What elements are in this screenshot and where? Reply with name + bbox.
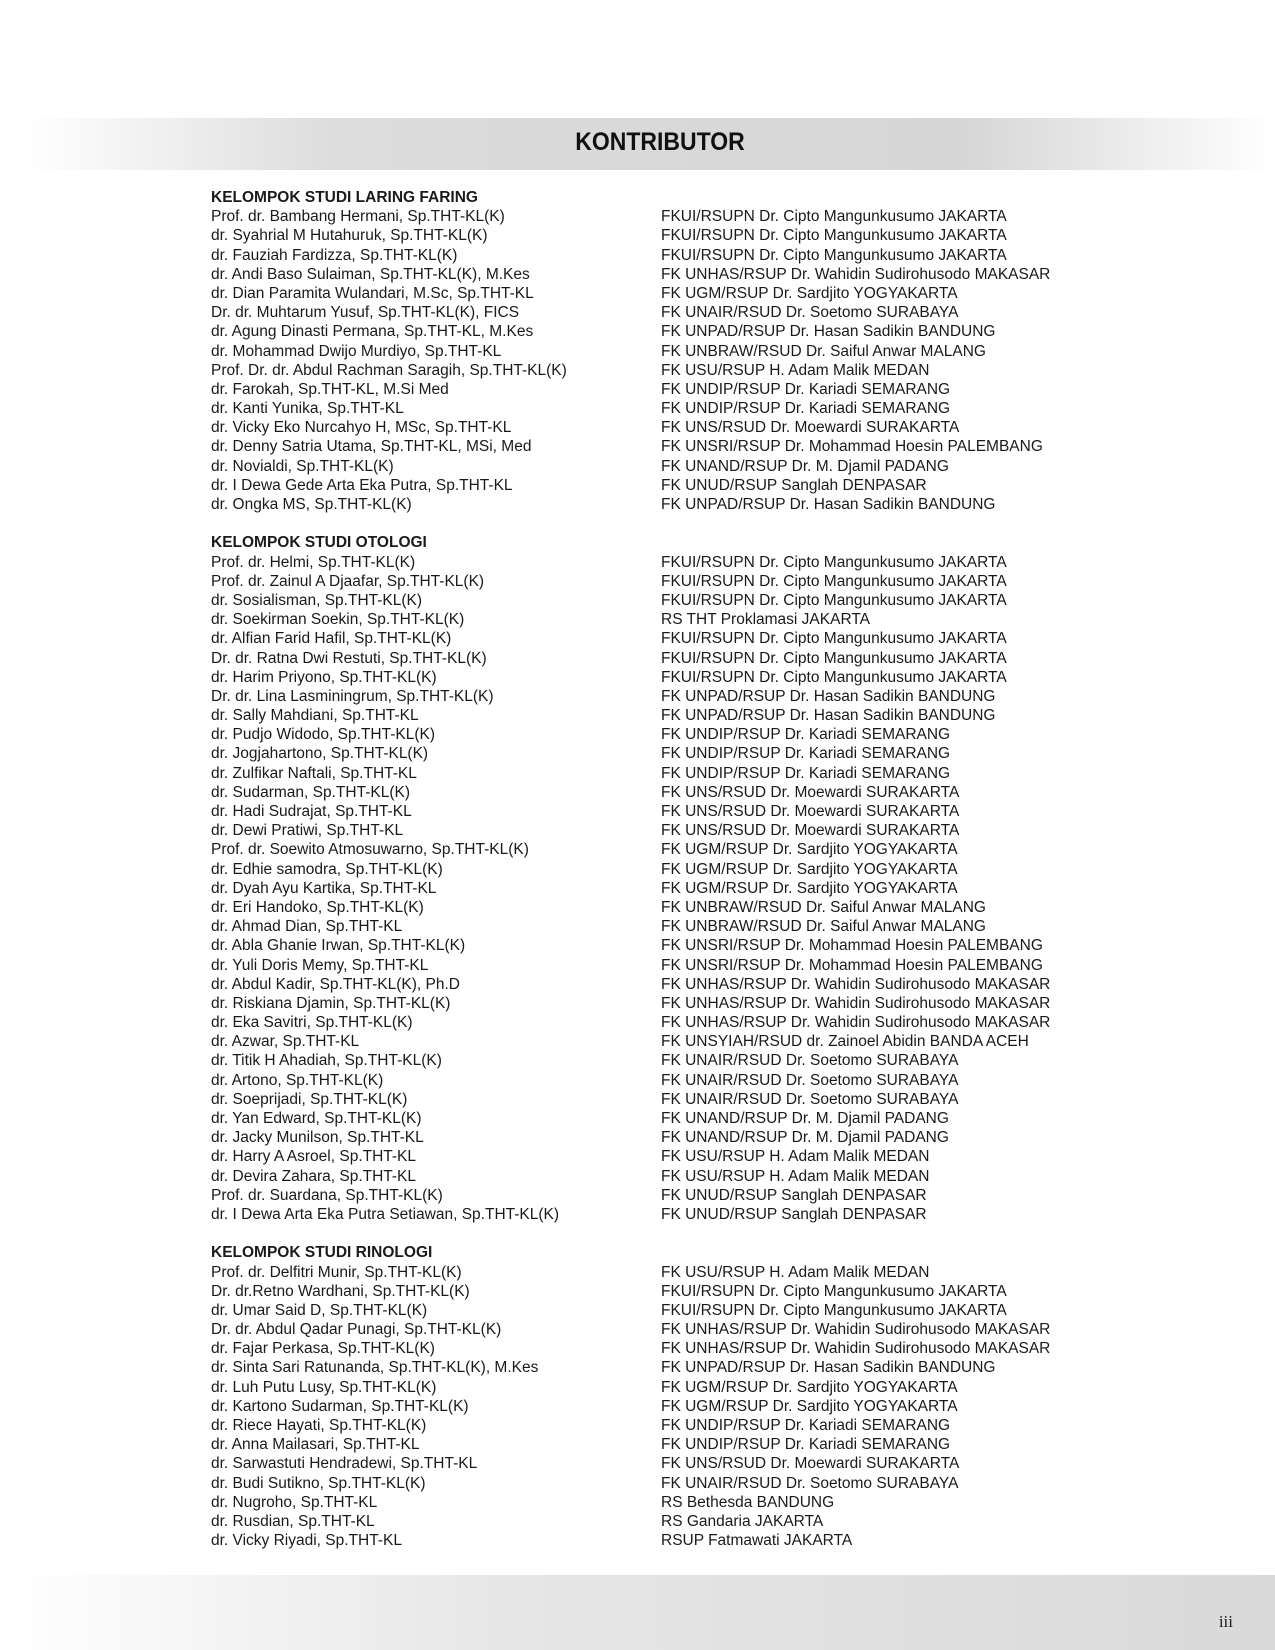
contributor-name: Prof. dr. Delfitri Munir, Sp.THT-KL(K) (211, 1263, 462, 1281)
contributor-row (211, 917, 1111, 936)
contributor-name: dr. Riece Hayati, Sp.THT-KL(K) (211, 1417, 427, 1434)
contributor-institution: FK USU/RSUP H. Adam Malik MEDAN (661, 1167, 930, 1185)
contributor-name: Prof. dr. Bambang Hermani, Sp.THT-KL(K) (211, 208, 505, 226)
contributor-name: Dr. dr. Lina Lasminingrum, Sp.THT-KL(K) (211, 687, 494, 705)
contributor-list (211, 188, 1111, 1570)
contributor-name: Prof. dr. Suardana, Sp.THT-KL(K) (211, 1186, 443, 1204)
contributor-name: dr. Jacky Munilson, Sp.THT-KL (211, 1129, 424, 1147)
contributor-name: dr. Nugroho, Sp.THT-KL (211, 1493, 378, 1511)
contributor-row (211, 783, 1111, 802)
contributor-row (211, 898, 1111, 917)
contributor-institution: RS Gandaria JAKARTA (661, 1512, 824, 1530)
contributor-institution: FK UNAND/RSUP Dr. M. Djamil PADANG (661, 457, 949, 475)
contributor-institution: FKUI/RSUPN Dr. Cipto Mangunkusumo JAKARTA (661, 630, 1007, 648)
contributor-name: dr. Harim Priyono, Sp.THT-KL(K) (211, 668, 437, 686)
contributor-row (211, 303, 1111, 322)
contributor-row (211, 246, 1111, 265)
contributor-institution: FK UNAND/RSUP Dr. M. Djamil PADANG (661, 1129, 949, 1147)
contributor-institution: FK UNSRI/RSUP Dr. Mohammad Hoesin PALEMBANG (661, 956, 1043, 974)
contributor-row (211, 1493, 1111, 1512)
contributor-row (211, 457, 1111, 476)
contributor-institution: FK UNAND/RSUP Dr. M. Djamil PADANG (661, 1110, 949, 1127)
contributor-row (211, 1339, 1111, 1358)
contributor-name: dr. Alfian Farid Hafil, Sp.THT-KL(K) (211, 630, 452, 648)
contributor-name: dr. Artono, Sp.THT-KL(K) (211, 1071, 384, 1089)
contributor-institution: FK UNDIP/RSUP Dr. Kariadi SEMARANG (661, 400, 951, 418)
contributor-name: dr. I Dewa Arta Eka Putra Setiawan, Sp.THT-KL(K) (211, 1205, 560, 1223)
contributor-institution: FK UNSRI/RSUP Dr. Mohammad Hoesin PALEMBANG (661, 937, 1043, 955)
contributor-institution: FK UNAIR/RSUD Dr. Soetomo SURABAYA (661, 1090, 959, 1108)
contributor-institution: FKUI/RSUPN Dr. Cipto Mangunkusumo JAKARTA (661, 591, 1007, 609)
contributor-name: Prof. dr. Zainul A Djaafar, Sp.THT-KL(K) (211, 572, 485, 590)
contributor-row (211, 437, 1111, 456)
contributor-institution: FKUI/RSUPN Dr. Cipto Mangunkusumo JAKARTA (661, 227, 1007, 245)
contributor-institution: FK UNHAS/RSUP Dr. Wahidin Sudirohusodo MAKASAR (661, 1321, 1051, 1339)
contributor-row (211, 1051, 1111, 1070)
contributor-name: dr. Harry A Asroel, Sp.THT-KL (211, 1148, 417, 1166)
contributor-group (211, 533, 1111, 1224)
contributor-group (211, 1243, 1111, 1550)
contributor-row (211, 649, 1111, 668)
contributor-row (211, 629, 1111, 648)
contributor-row (211, 591, 1111, 610)
contributor-row (211, 476, 1111, 495)
contributor-row (211, 380, 1111, 399)
contributor-row (211, 725, 1111, 744)
contributor-institution: FK UNDIP/RSUP Dr. Kariadi SEMARANG (661, 745, 951, 763)
contributor-name: dr. Ongka MS, Sp.THT-KL(K) (211, 496, 412, 513)
contributor-row (211, 207, 1111, 226)
contributor-row (211, 284, 1111, 303)
contributor-row (211, 994, 1111, 1013)
contributor-institution: FK UNDIP/RSUP Dr. Kariadi SEMARANG (661, 726, 951, 744)
contributor-name: dr. Sudarman, Sp.THT-KL(K) (211, 783, 410, 801)
contributor-row (211, 840, 1111, 859)
contributor-institution: RSUP Fatmawati JAKARTA (661, 1532, 853, 1550)
contributor-institution: FK UGM/RSUP Dr. Sardjito YOGYAKARTA (661, 284, 958, 302)
contributor-institution: FK UNBRAW/RSUD Dr. Saiful Anwar MALANG (661, 918, 986, 936)
contributor-institution: FK UNUD/RSUP Sanglah DENPASAR (661, 1205, 927, 1223)
contributor-institution: FK UNS/RSUD Dr. Moewardi SURAKARTA (661, 419, 960, 437)
contributor-name: dr. Soekirman Soekin, Sp.THT-KL(K) (211, 611, 465, 629)
contributor-row (211, 322, 1111, 341)
contributor-row (211, 1320, 1111, 1339)
contributor-row (211, 1378, 1111, 1397)
contributor-name: dr. I Dewa Gede Arta Eka Putra, Sp.THT-KL (211, 476, 513, 494)
contributor-institution: FK USU/RSUP H. Adam Malik MEDAN (661, 1263, 930, 1281)
contributor-institution: FK UNPAD/RSUP Dr. Hasan Sadikin BANDUNG (661, 323, 996, 341)
contributor-institution: FK USU/RSUP H. Adam Malik MEDAN (661, 361, 930, 379)
contributor-name: dr. Sarwastuti Hendradewi, Sp.THT-KL (211, 1455, 478, 1473)
contributor-row (211, 553, 1111, 572)
contributor-institution: FK UNUD/RSUP Sanglah DENPASAR (661, 476, 927, 494)
contributor-row (211, 956, 1111, 975)
contributor-row (211, 418, 1111, 437)
contributor-row (211, 1358, 1111, 1377)
contributor-row (211, 706, 1111, 725)
contributor-institution: FK UNHAS/RSUP Dr. Wahidin Sudirohusodo MAKASAR (661, 1340, 1051, 1358)
contributor-name: dr. Rusdian, Sp.THT-KL (211, 1512, 375, 1530)
contributor-row (211, 1301, 1111, 1320)
contributor-row (211, 1512, 1111, 1531)
contributor-institution: RS THT Proklamasi JAKARTA (661, 611, 871, 629)
contributor-name: Prof. Dr. dr. Abdul Rachman Saragih, Sp.THT-KL(K) (211, 361, 567, 379)
contributor-name: Dr. dr.Retno Wardhani, Sp.THT-KL(K) (211, 1282, 470, 1300)
contributor-row (211, 1128, 1111, 1147)
contributor-institution: FK UNS/RSUD Dr. Moewardi SURAKARTA (661, 803, 960, 820)
contributor-row (211, 399, 1111, 418)
contributor-name: dr. Umar Said D, Sp.THT-KL(K) (211, 1301, 428, 1319)
contributor-name: dr. Novialdi, Sp.THT-KL(K) (211, 457, 394, 475)
contributor-institution: FK UNS/RSUD Dr. Moewardi SURAKARTA (661, 822, 960, 840)
contributor-row (211, 1090, 1111, 1109)
contributor-institution: FK USU/RSUP H. Adam Malik MEDAN (661, 1148, 930, 1166)
contributor-row (211, 1263, 1111, 1282)
contributor-name: dr. Titik H Ahadiah, Sp.THT-KL(K) (211, 1052, 442, 1070)
contributor-name: Prof. dr. Soewito Atmosuwarno, Sp.THT-KL(K) (211, 841, 529, 859)
contributor-name: dr. Sinta Sari Ratunanda, Sp.THT-KL(K), M.Kes (211, 1359, 539, 1377)
contributor-name: dr. Mohammad Dwijo Murdiyo, Sp.THT-KL (211, 342, 502, 360)
contributor-name: dr. Dyah Ayu Kartika, Sp.THT-KL (211, 879, 437, 897)
contributor-row (211, 1397, 1111, 1416)
contributor-row (211, 1454, 1111, 1473)
contributor-row (211, 1147, 1111, 1166)
contributor-institution: FKUI/RSUPN Dr. Cipto Mangunkusumo JAKARTA (661, 553, 1007, 571)
contributor-institution: FK UNAIR/RSUD Dr. Soetomo SURABAYA (661, 1071, 959, 1089)
contributor-institution: FK UGM/RSUP Dr. Sardjito YOGYAKARTA (661, 879, 958, 897)
contributor-row (211, 1205, 1111, 1224)
contributor-row (211, 1282, 1111, 1301)
group-heading: KELOMPOK STUDI OTOLOGI (211, 534, 427, 552)
contributor-name: dr. Agung Dinasti Permana, Sp.THT-KL, M.Kes (211, 323, 534, 341)
contributor-institution: FKUI/RSUPN Dr. Cipto Mangunkusumo JAKARTA (661, 572, 1007, 590)
contributor-name: dr. Dian Paramita Wulandari, M.Sc, Sp.THT-KL (211, 284, 534, 302)
contributor-institution: FK UGM/RSUP Dr. Sardjito YOGYAKARTA (661, 841, 958, 859)
contributor-institution: FK UNHAS/RSUP Dr. Wahidin Sudirohusodo MAKASAR (661, 1014, 1051, 1032)
contributor-row (211, 361, 1111, 380)
contributor-name: dr. Kanti Yunika, Sp.THT-KL (211, 400, 404, 418)
contributor-institution: FK UNDIP/RSUP Dr. Kariadi SEMARANG (661, 380, 951, 398)
contributor-name: dr. Denny Satria Utama, Sp.THT-KL, MSi, Med (211, 438, 532, 456)
contributor-name: dr. Fauziah Fardizza, Sp.THT-KL(K) (211, 246, 458, 264)
contributor-row (211, 610, 1111, 629)
contributor-name: dr. Eka Savitri, Sp.THT-KL(K) (211, 1014, 413, 1032)
contributor-institution: FK UNAIR/RSUD Dr. Soetomo SURABAYA (661, 1052, 959, 1070)
group-heading: KELOMPOK STUDI RINOLOGI (211, 1244, 433, 1262)
contributor-institution: RS Bethesda BANDUNG (661, 1493, 835, 1511)
contributor-row (211, 1186, 1111, 1205)
contributor-institution: FK UNS/RSUD Dr. Moewardi SURAKARTA (661, 783, 960, 801)
contributor-name: dr. Andi Baso Sulaiman, Sp.THT-KL(K), M.Kes (211, 265, 530, 283)
contributor-institution: FK UNBRAW/RSUD Dr. Saiful Anwar MALANG (661, 342, 986, 360)
contributor-row (211, 1474, 1111, 1493)
contributor-name: dr. Kartono Sudarman, Sp.THT-KL(K) (211, 1397, 469, 1415)
contributor-name: Dr. dr. Ratna Dwi Restuti, Sp.THT-KL(K) (211, 649, 487, 667)
contributor-name: dr. Riskiana Djamin, Sp.THT-KL(K) (211, 994, 451, 1012)
contributor-name: dr. Fajar Perkasa, Sp.THT-KL(K) (211, 1340, 435, 1358)
contributor-institution: FK UNSRI/RSUP Dr. Mohammad Hoesin PALEMBANG (661, 438, 1043, 456)
contributor-name: dr. Luh Putu Lusy, Sp.THT-KL(K) (211, 1378, 437, 1396)
contributor-name: dr. Azwar, Sp.THT-KL (211, 1033, 360, 1051)
contributor-row (211, 1013, 1111, 1032)
contributor-institution: FK UNDIP/RSUP Dr. Kariadi SEMARANG (661, 764, 951, 782)
contributor-row (211, 744, 1111, 763)
contributor-row (211, 342, 1111, 361)
contributor-name: dr. Jogjahartono, Sp.THT-KL(K) (211, 745, 429, 763)
contributor-row (211, 860, 1111, 879)
contributor-row (211, 975, 1111, 994)
contributor-institution: FK UNPAD/RSUP Dr. Hasan Sadikin BANDUNG (661, 496, 996, 513)
contributor-name: dr. Farokah, Sp.THT-KL, M.Si Med (211, 380, 449, 398)
contributor-row (211, 265, 1111, 284)
contributor-row (211, 226, 1111, 245)
page-number: iii (1218, 1612, 1233, 1631)
contributor-institution: FK UNHAS/RSUP Dr. Wahidin Sudirohusodo MAKASAR (661, 975, 1051, 993)
contributor-row (211, 1032, 1111, 1051)
contributor-name: Dr. dr. Abdul Qadar Punagi, Sp.THT-KL(K) (211, 1321, 502, 1339)
contributor-name: dr. Hadi Sudrajat, Sp.THT-KL (211, 803, 412, 820)
contributor-institution: FK UNBRAW/RSUD Dr. Saiful Anwar MALANG (661, 898, 986, 916)
contributor-institution: FK UGM/RSUP Dr. Sardjito YOGYAKARTA (661, 1397, 958, 1415)
contributor-institution: FK UNPAD/RSUP Dr. Hasan Sadikin BANDUNG (661, 687, 996, 705)
contributor-name: dr. Zulfikar Naftali, Sp.THT-KL (211, 764, 417, 782)
contributor-institution: FK UNAIR/RSUD Dr. Soetomo SURABAYA (661, 1474, 959, 1492)
contributor-institution: FK UGM/RSUP Dr. Sardjito YOGYAKARTA (661, 860, 958, 878)
contributor-group (211, 188, 1111, 514)
contributor-institution: FK UNDIP/RSUP Dr. Kariadi SEMARANG (661, 1436, 951, 1454)
contributor-institution: FK UNHAS/RSUP Dr. Wahidin Sudirohusodo MAKASAR (661, 994, 1051, 1012)
contributor-name: dr. Abdul Kadir, Sp.THT-KL(K), Ph.D (211, 975, 460, 993)
contributor-name: dr. Vicky Riyadi, Sp.THT-KL (211, 1532, 402, 1550)
contributor-name: Dr. dr. Muhtarum Yusuf, Sp.THT-KL(K), FICS (211, 304, 520, 322)
contributor-name: dr. Anna Mailasari, Sp.THT-KL (211, 1436, 420, 1454)
contributor-institution: FK UNSYIAH/RSUD dr. Zainoel Abidin BANDA ACEH (661, 1033, 1029, 1051)
contributor-row (211, 668, 1111, 687)
contributor-institution: FK UNUD/RSUP Sanglah DENPASAR (661, 1186, 927, 1204)
contributor-name: dr. Pudjo Widodo, Sp.THT-KL(K) (211, 726, 435, 744)
contributor-institution: FKUI/RSUPN Dr. Cipto Mangunkusumo JAKARTA (661, 208, 1007, 226)
group-heading: KELOMPOK STUDI LARING FARING (211, 189, 478, 206)
contributor-name: dr. Devira Zahara, Sp.THT-KL (211, 1167, 417, 1185)
contributor-name: Prof. dr. Helmi, Sp.THT-KL(K) (211, 553, 416, 571)
contributor-row (211, 572, 1111, 591)
contributor-institution: FKUI/RSUPN Dr. Cipto Mangunkusumo JAKARTA (661, 649, 1007, 667)
contributor-row (211, 802, 1111, 821)
contributor-name: dr. Abla Ghanie Irwan, Sp.THT-KL(K) (211, 937, 466, 955)
contributor-name: dr. Sosialisman, Sp.THT-KL(K) (211, 591, 423, 609)
contributor-institution: FK UNHAS/RSUP Dr. Wahidin Sudirohusodo MAKASAR (661, 265, 1051, 283)
contributor-institution: FK UNPAD/RSUP Dr. Hasan Sadikin BANDUNG (661, 707, 996, 725)
contributor-institution: FKUI/RSUPN Dr. Cipto Mangunkusumo JAKARTA (661, 668, 1007, 686)
contributor-name: dr. Soeprijadi, Sp.THT-KL(K) (211, 1090, 408, 1108)
contributor-row (211, 879, 1111, 898)
contributor-name: dr. Dewi Pratiwi, Sp.THT-KL (211, 822, 404, 840)
contributor-row (211, 1416, 1111, 1435)
contributor-institution: FK UNS/RSUD Dr. Moewardi SURAKARTA (661, 1455, 960, 1473)
contributor-name: dr. Eri Handoko, Sp.THT-KL(K) (211, 898, 424, 916)
page-title: KONTRIBUTOR (575, 128, 745, 156)
contributor-name: dr. Syahrial M Hutahuruk, Sp.THT-KL(K) (211, 227, 488, 245)
contributor-row (211, 1109, 1111, 1128)
contributor-institution: FK UNAIR/RSUD Dr. Soetomo SURABAYA (661, 304, 959, 322)
contributor-institution: FK UNPAD/RSUP Dr. Hasan Sadikin BANDUNG (661, 1359, 996, 1377)
contributor-institution: FKUI/RSUPN Dr. Cipto Mangunkusumo JAKARTA (661, 1301, 1007, 1319)
footer-band (0, 1575, 1275, 1650)
contributor-institution: FK UGM/RSUP Dr. Sardjito YOGYAKARTA (661, 1378, 958, 1396)
contributor-row (211, 821, 1111, 840)
contributor-name: dr. Sally Mahdiani, Sp.THT-KL (211, 707, 419, 725)
contributor-row (211, 764, 1111, 783)
contributor-row (211, 1071, 1111, 1090)
contributor-name: dr. Vicky Eko Nurcahyo H, MSc, Sp.THT-KL (211, 419, 512, 437)
contributor-row (211, 1435, 1111, 1454)
contributor-name: dr. Ahmad Dian, Sp.THT-KL (211, 918, 403, 936)
contributor-row (211, 1531, 1111, 1550)
contributor-institution: FKUI/RSUPN Dr. Cipto Mangunkusumo JAKARTA (661, 1282, 1007, 1300)
contributor-name: dr. Edhie samodra, Sp.THT-KL(K) (211, 860, 443, 878)
contributor-institution: FKUI/RSUPN Dr. Cipto Mangunkusumo JAKARTA (661, 246, 1007, 264)
contributor-row (211, 495, 1111, 514)
contributor-row (211, 936, 1111, 955)
contributor-name: dr. Yan Edward, Sp.THT-KL(K) (211, 1110, 422, 1127)
contributor-name: dr. Yuli Doris Memy, Sp.THT-KL (211, 956, 429, 974)
contributor-name: dr. Budi Sutikno, Sp.THT-KL(K) (211, 1474, 426, 1492)
contributor-institution: FK UNDIP/RSUP Dr. Kariadi SEMARANG (661, 1417, 951, 1434)
contributor-row (211, 687, 1111, 706)
contributor-row (211, 1167, 1111, 1186)
